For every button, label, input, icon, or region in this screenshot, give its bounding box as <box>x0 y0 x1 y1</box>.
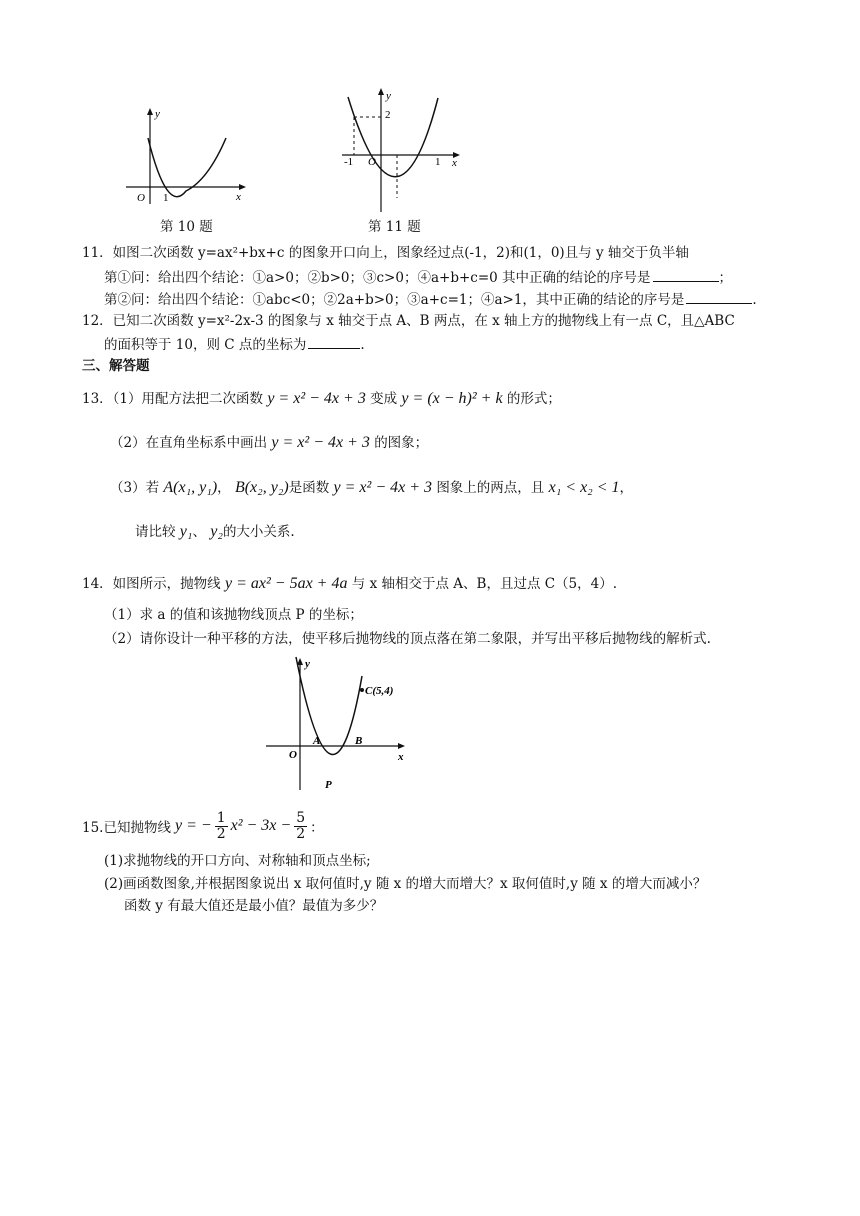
figure-14-graph <box>262 652 412 794</box>
q13-part2-text-a: （2）在直角坐标系中画出 <box>110 435 268 451</box>
parabola-curve <box>348 97 438 177</box>
q13-part3-sep: ， <box>217 480 231 496</box>
q11-part2-text: 第②问：给出四个结论：①abc<0；②2a+b>0；③a+c=1；④a>1，其中正确的结论的序号是 <box>104 292 685 308</box>
x-axis-label: x <box>452 157 457 169</box>
q13-inequality: x₁ < x₂ < 1 <box>548 479 620 496</box>
q13-part4-text-a: 请比较 <box>135 524 176 540</box>
q13-part4-sep: 、 <box>192 524 206 540</box>
q11-part2-answer-blank[interactable] <box>686 290 752 304</box>
q15-line-4: 函数 y 有最大值还是最小值？最值为多少？ <box>124 898 384 914</box>
tick-label-neg-one: -1 <box>344 156 354 168</box>
q15-fraction-num: 5 <box>296 809 306 826</box>
q15-end: ： <box>310 820 324 836</box>
origin-label: O <box>289 749 297 761</box>
q15-line-2: (1)求抛物线的开口方向、对称轴和顶点坐标; <box>104 853 371 869</box>
point-c-marker <box>360 688 364 692</box>
q13-part3-end: ， <box>619 480 634 496</box>
q11-line-2 <box>104 268 732 287</box>
q15-line-1 <box>82 808 324 844</box>
q14-text-b: 与 x 轴相交于点 A、B，且过点 C（5，4）. <box>351 576 618 592</box>
q15-fraction-den: 2 <box>296 825 306 842</box>
q14-line-2: （1）求 a 的值和该抛物线顶点 P 的坐标； <box>104 607 363 623</box>
y-axis-label: y <box>386 90 391 102</box>
x-axis-label: x <box>236 191 241 203</box>
q12-stem-text-2: 的面积等于 10，则 C 点的坐标为 <box>104 337 307 353</box>
q14-equation: y = ax² − 5ax + 4a <box>224 575 348 592</box>
q14-text-a: 14．如图所示，抛物线 <box>82 576 221 592</box>
q15-fraction-half-num: 1 <box>216 809 226 826</box>
q13-part4-text-b: 的大小关系. <box>222 524 295 540</box>
q15-line-3: (2)画函数图象,并根据图象说出 x 取何值时,y 随 x 的增大而增大？x 取何值时,y 随 x 的增大而减小？ <box>104 876 707 892</box>
q12-stem-text: 12．已知二次函数 y=x²-2x-3 的图象与 x 轴交于点 A、B 两点，在 x 轴上方的抛物线上有一点 C，且△ABC <box>82 313 735 329</box>
parabola-curve <box>148 138 226 197</box>
q12-line-1 <box>82 312 735 330</box>
point-c-label: C(5,4) <box>365 685 394 697</box>
q15-fraction-half <box>215 811 228 842</box>
q11-part1-end: ； <box>718 270 733 286</box>
origin-label: O <box>368 156 376 168</box>
q11-part1-answer-blank[interactable] <box>653 268 719 282</box>
q15-fraction-five-halves <box>294 811 307 842</box>
q11-line-1 <box>82 244 689 262</box>
origin-label: O <box>137 192 145 204</box>
figure-10-caption: 第 10 题 <box>160 219 213 235</box>
q13-part-3 <box>110 477 633 499</box>
q11-part2-end: . <box>752 292 757 308</box>
q13-part3-equation: y = x² − 4x + 3 <box>333 479 433 496</box>
figure-11-caption: 第 11 题 <box>368 219 421 235</box>
q13-part1-text-b: 变成 <box>370 391 398 407</box>
tick-label-one: 1 <box>435 156 441 168</box>
x-axis-arrow-icon <box>398 743 405 749</box>
y-axis-label: y <box>305 658 310 670</box>
q14-line-1 <box>82 573 617 595</box>
figure-11-graph <box>340 84 470 216</box>
q13-equation-standard: y = x² − 4x + 3 <box>267 390 366 407</box>
tick-label-one: 1 <box>163 192 169 204</box>
figure-10-graph <box>118 100 253 210</box>
q13-part3-text-a: （3）若 <box>110 480 160 496</box>
tick-label-two: 2 <box>385 109 391 121</box>
q13-part1-text-a: 13．（1）用配方法把二次函数 <box>82 391 264 407</box>
q12-end: . <box>360 337 365 353</box>
q13-part3-text-b: 是函数 <box>288 480 330 496</box>
y-axis-label: y <box>155 108 160 120</box>
q13-equation-vertex-form: y = (x − h)² + k <box>401 390 503 407</box>
x-axis-arrow-icon <box>239 184 246 190</box>
q13-y1: y₁ <box>179 523 193 540</box>
parabola-curve <box>296 657 362 755</box>
q15-text-a: 15.已知抛物线 <box>82 820 171 836</box>
q13-point-a: A(x₁, y₁) <box>163 479 218 496</box>
y-axis-arrow-icon <box>378 88 384 95</box>
x-axis-label: x <box>398 751 404 763</box>
q15-eq-part-b: x² − 3x − <box>230 817 292 834</box>
vertex-p-label: P <box>325 779 332 791</box>
y-axis-arrow-icon <box>147 108 153 115</box>
q14-line-3: （2）请你设计一种平移的方法，使平移后抛物线的顶点落在第二象限，并写出平移后抛物线的解析式. <box>104 631 711 647</box>
q15-fraction-half-den: 2 <box>216 825 226 842</box>
q13-part3-text-c: 图象上的两点，且 <box>436 480 545 496</box>
q13-part1-text-c: 的形式； <box>506 391 561 407</box>
q13-y2: y₂ <box>210 523 223 540</box>
point-b-label: B <box>355 735 363 747</box>
q13-point-b: B(x₂, y₂) <box>234 479 289 496</box>
q11-part1-text: 第①问：给出四个结论：①a>0；②b>0；③c>0；④a+b+c=0 其中正确的结论的序号是 <box>104 270 651 286</box>
q12-answer-blank[interactable] <box>308 335 360 349</box>
point-a-label: A <box>313 735 321 747</box>
section-3-title: 三、解答题 <box>82 358 150 374</box>
q11-line-3 <box>104 290 757 309</box>
q12-line-2 <box>104 335 365 354</box>
q13-part-1 <box>82 388 561 410</box>
q15-eq-part-a: y = − <box>174 817 212 834</box>
q11-stem-text: 11．如图二次函数 y=ax²+bx+c 的图象开口向上，图象经过点(-1，2)和(1，0)且与 y 轴交于负半轴 <box>82 245 689 261</box>
q13-part2-text-b: 的图象； <box>374 435 429 451</box>
q13-part2-equation: y = x² − 4x + 3 <box>271 434 370 451</box>
q13-part-2 <box>110 432 428 454</box>
q13-part-4 <box>135 521 295 543</box>
